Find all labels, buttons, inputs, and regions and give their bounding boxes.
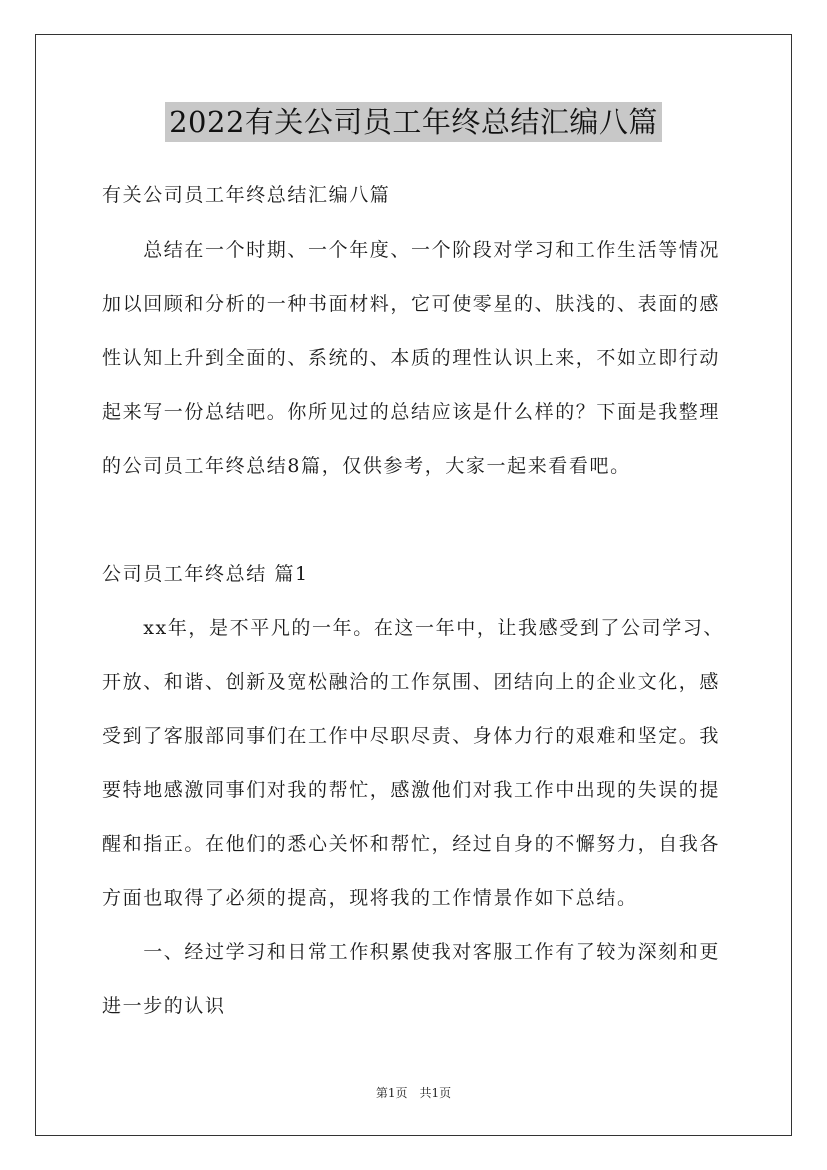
section-line: xx年，是不平凡的一年。在这一年中，让我感受到了公司学习、 [102, 617, 725, 639]
intro-line: 的公司员工年终总结8篇，仅供参考，大家一起来看看吧。 [102, 455, 631, 477]
section-line: 要特地感激同事们对我的帮忙，感激他们对我工作中出现的失误的提 [102, 779, 721, 801]
section-line: 进一步的认识 [102, 995, 226, 1017]
section-line: 一、经过学习和日常工作积累使我对客服工作有了较为深刻和更 [102, 941, 721, 963]
section-line: 醒和指正。在他们的悉心关怀和帮忙，经过自身的不懈努力，自我各 [102, 833, 721, 855]
section-line: 开放、和谐、创新及宽松融洽的工作氛围、团结向上的企业文化，感 [102, 671, 721, 693]
intro-line: 起来写一份总结吧。你所见过的总结应该是什么样的？下面是我整理 [102, 401, 721, 423]
section-line: 受到了客服部同事们在工作中尽职尽责、身体力行的艰难和坚定。我 [102, 725, 721, 747]
title-container [0, 102, 827, 142]
page-footer: 第1页 共1页 [375, 1086, 452, 1100]
section-heading: 公司员工年终总结 篇1 [102, 563, 309, 585]
intro-line: 加以回顾和分析的一种书面材料，它可使零星的、肤浅的、表面的感 [102, 293, 721, 315]
intro-line: 总结在一个时期、一个年度、一个阶段对学习和工作生活等情况 [102, 239, 721, 261]
document-title: 2022有关公司员工年终总结汇编八篇 [165, 102, 662, 142]
document-subtitle: 有关公司员工年终总结汇编八篇 [102, 184, 391, 206]
intro-line: 性认知上升到全面的、系统的、本质的理性认识上来，不如立即行动 [102, 347, 721, 369]
section-line: 方面也取得了必须的提高，现将我的工作情景作如下总结。 [102, 887, 638, 909]
